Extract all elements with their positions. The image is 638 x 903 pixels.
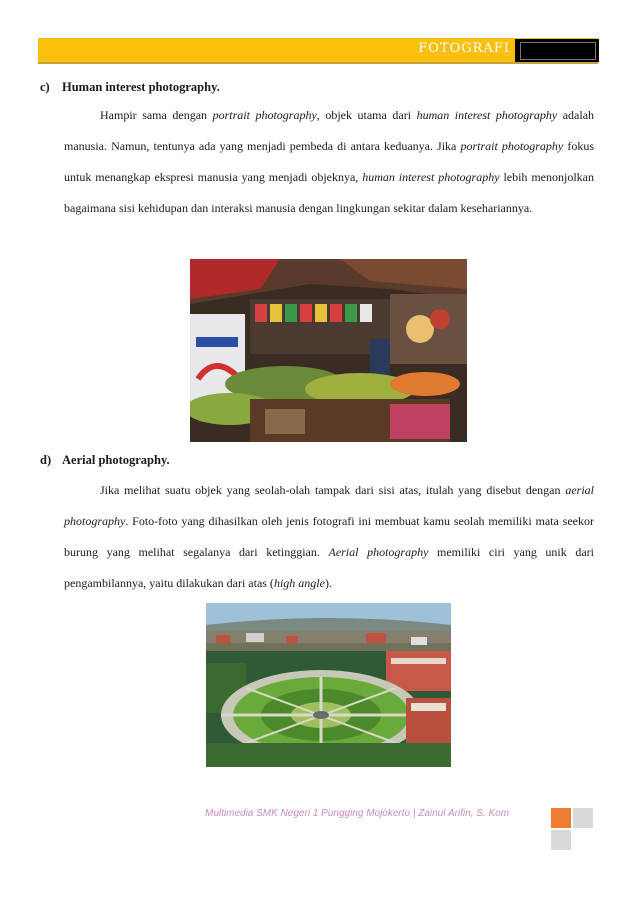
aerial-photo <box>206 603 451 767</box>
section_d-run: high angle <box>273 576 325 590</box>
market-photo-image <box>190 259 467 442</box>
aerial-photo-image <box>206 603 451 767</box>
section_d-run: Jika melihat suatu objek yang seolah-olah tampak dari sisi atas, itulah yang disebut dengan <box>100 483 566 497</box>
section_c-run: human interest photography <box>362 170 500 184</box>
section-d-marker: d) <box>40 453 52 467</box>
section-c-paragraph <box>64 100 594 224</box>
section_c-run: portrait photography <box>460 139 564 153</box>
header-dark-box-outline <box>520 42 596 60</box>
section-d-paragraph <box>64 475 594 599</box>
section_d-run: memiliki ciri yang unik dari pengambilannya, yaitu dilakukan dari atas ( <box>64 545 594 590</box>
section_c-run: Hampir sama dengan <box>100 108 213 122</box>
section_d-run: aerial photography <box>64 483 594 528</box>
header-title: FOTOGRAFI <box>418 41 510 56</box>
section_c-run: portrait photography <box>212 108 317 122</box>
footer-square-gray-right <box>573 808 593 828</box>
market-photo <box>190 259 467 442</box>
section_c-run: human interest photography <box>416 108 558 122</box>
section_d-run: ). <box>324 576 332 590</box>
section-d-text <box>64 483 594 590</box>
section_c-run: adalah manusia. Namun, tentunya ada yang menjadi pembeda di antara keduanya. Jika <box>64 108 595 153</box>
section-c-title: Human interest photography. <box>62 80 220 94</box>
section-c-marker: c) <box>40 80 50 94</box>
section_c-run: , objek utama dari <box>316 108 417 122</box>
section-c-text <box>64 108 594 215</box>
footer-square-orange <box>551 808 571 828</box>
section_d-run: . Foto-foto yang dihasilkan oleh jenis fotografi ini membuat kamu seolah memiliki mata seekor burung yang melihat segalanya dari ketinggian. <box>64 514 594 559</box>
header-bar <box>38 38 598 64</box>
section_c-run: lebih menonjolkan bagaimana sisi kehidupan dan interaksi manusia dengan lingkungan sekitar dalam kesehariannya. <box>64 170 594 215</box>
section-c-heading <box>40 80 220 95</box>
section-d-heading <box>40 453 170 468</box>
section_d-run: Aerial photography <box>328 545 429 559</box>
section_c-run: fokus untuk menangkap ekspresi manusia yang menjadi objeknya, <box>64 139 595 184</box>
footer-square-gray-bottom <box>551 830 571 850</box>
footer-credit: Multimedia SMK Negeri 1 Pungging Mojokerto | Zainul Arifin, S. Kom <box>205 808 510 819</box>
section-d-title: Aerial photography. <box>62 453 170 467</box>
